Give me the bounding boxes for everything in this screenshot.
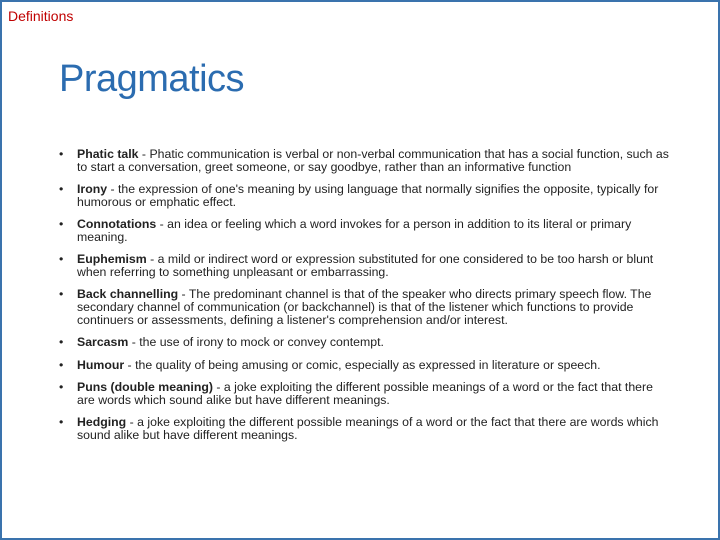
term-label: Puns (double meaning): [77, 379, 213, 394]
list-item: [59, 336, 669, 349]
term-label: Phatic talk: [77, 147, 139, 161]
bullet-icon: •: [59, 287, 64, 302]
definition-text: - a joke exploiting the different possible meanings of a word or the fact that there are words which sound alike but have different meanings.: [77, 414, 659, 442]
definition-text: - the expression of one's meaning by using language that normally signifies the opposite, typically for humorous or emphatic effect.: [77, 182, 659, 209]
definition-text: - Phatic communication is verbal or non-verbal communication that has a social function, such as to start a conversation, greet someone, or say goodbye, rather than an informative function: [77, 147, 669, 174]
list-item: [59, 359, 669, 372]
list-item: [59, 416, 669, 442]
list-item: [59, 381, 669, 407]
definition-text: - a mild or indirect word or expression substituted for one considered to be too harsh or blunt when referring to something unpleasant or embarrassing.: [77, 252, 654, 280]
bullet-icon: •: [59, 182, 64, 197]
list-item: [59, 148, 669, 174]
list-item: [59, 288, 669, 326]
definition-text: - The predominant channel is that of the speaker who directs primary speech flow. The secondary channel of communication (or backchannel) is that of the listener which functions to provide continuers or assessments, defining a listener's comprehension and/or interest.: [77, 287, 652, 327]
bullet-icon: •: [59, 217, 64, 232]
bullet-icon: •: [59, 147, 64, 161]
bullet-icon: •: [59, 252, 64, 267]
definition-list: [59, 148, 669, 451]
bullet-icon: •: [59, 357, 64, 372]
definition-text: - the use of irony to mock or convey contempt.: [128, 335, 384, 350]
list-item: [59, 183, 669, 209]
term-label: Connotations: [77, 217, 157, 232]
bullet-icon: •: [59, 335, 64, 350]
term-label: Sarcasm: [77, 335, 129, 350]
list-item: [59, 218, 669, 244]
definition-text: - the quality of being amusing or comic, especially as expressed in literature or speech.: [124, 357, 601, 372]
term-label: Hedging: [77, 414, 127, 429]
definition-text: - a joke exploiting the different possible meanings of a word or the fact that there are words which sound alike but have different meanings.: [77, 379, 653, 407]
bullet-icon: •: [59, 414, 64, 429]
bullet-icon: •: [59, 379, 64, 394]
term-label: Irony: [77, 182, 108, 197]
definition-text: - an idea or feeling which a word invokes for a person in addition to its literal or primary meaning.: [77, 217, 632, 244]
list-item: [59, 253, 669, 279]
term-label: Euphemism: [77, 252, 147, 267]
term-label: Humour: [77, 357, 125, 372]
term-label: Back channelling: [77, 287, 179, 302]
page-title: Pragmatics: [59, 58, 245, 100]
section-label: Definitions: [8, 8, 74, 24]
